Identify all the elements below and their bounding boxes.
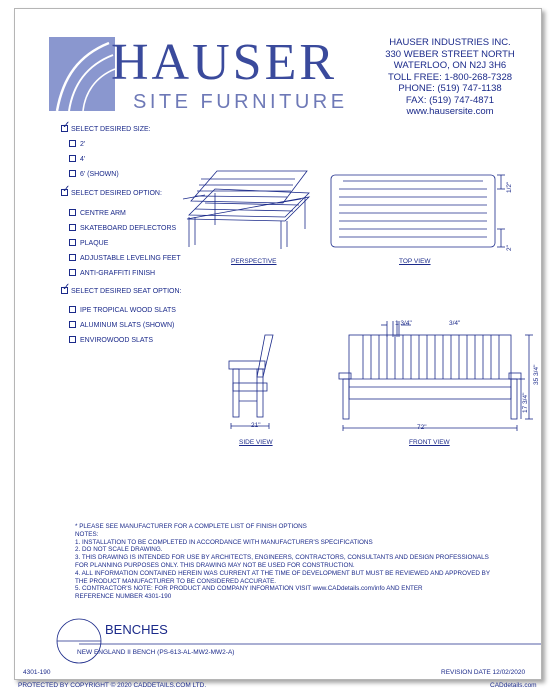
top-dim-two: 2" xyxy=(506,245,513,251)
seat-checkbox-aluminum[interactable] xyxy=(69,321,76,328)
size-heading: SELECT DESIRED SIZE: xyxy=(71,126,151,133)
logo-subtitle: SITE FURNITURE xyxy=(133,91,348,113)
note-line: 4. ALL INFORMATION CONTAINED HEREIN WAS CURRENT AT THE TIME OF DEVELOPMENT BUT MUST BE REVIEWED AND APPROVED BY xyxy=(75,569,491,577)
top-view-drawing xyxy=(329,169,519,255)
option-plaque: PLAQUE xyxy=(80,240,109,247)
size-option-2ft: 2' xyxy=(80,141,86,148)
front-view-drawing xyxy=(323,317,540,437)
note-line: 5. CONTRACTOR'S NOTE: FOR PRODUCT AND COMPANY INFORMATION VISIT www.CADdetails.com/info AND ENTER xyxy=(75,585,423,593)
option-checkbox-antigraffiti[interactable] xyxy=(69,269,76,276)
title-sub: NEW ENGLAND II BENCH (PS-613-AL-MW2-MW2-A) xyxy=(77,649,235,656)
option-leveling: ADJUSTABLE LEVELING FEET xyxy=(80,255,181,262)
seat-checkbox-envirowood[interactable] xyxy=(69,336,76,343)
note-line: 1. INSTALLATION TO BE COMPLETED IN ACCORDANCE WITH MANUFACTURER'S SPECIFICATIONS xyxy=(75,538,373,546)
note-line: 3. THIS DRAWING IS INTENDED FOR USE BY ARCHITECTS, ENGINEERS, CONTRACTORS, CONSULTANTS AND DESIGN PROFESSIONALS xyxy=(75,554,489,562)
checkmark-icon: ✓ xyxy=(62,184,71,195)
note-line: FOR PLANNING PURPOSES ONLY. THIS DRAWING MAY NOT BE USED FOR CONSTRUCTION. xyxy=(75,561,355,569)
logo-wordmark: HAUSER xyxy=(111,34,338,91)
side-dim-depth: 21" xyxy=(251,422,261,429)
footer-copyright: PROTECTED BY COPYRIGHT © 2020 CADDETAILS.COM LTD. xyxy=(18,682,207,689)
seat-option-aluminum: ALUMINUM SLATS (SHOWN) xyxy=(80,322,175,329)
checkmark-icon: ✓ xyxy=(62,120,71,131)
footer-revision: REVISION DATE 12/02/2020 xyxy=(441,669,526,676)
option-checkbox-plaque[interactable] xyxy=(69,239,76,246)
option-checkbox-skateboard[interactable] xyxy=(69,224,76,231)
seat-option-envirowood: ENVIROWOOD SLATS xyxy=(80,337,153,344)
company-street: 330 WEBER STREET NORTH xyxy=(385,48,515,60)
front-dim-seat: 17 3/4" xyxy=(522,392,529,413)
seat-checkbox-ipe[interactable] xyxy=(69,306,76,313)
footer-site[interactable]: CADdetails.com xyxy=(490,682,537,689)
size-option-6ft: 6' (SHOWN) xyxy=(80,171,119,178)
note-line: REFERENCE NUMBER 4301-190 xyxy=(75,593,172,601)
perspective-label: PERSPECTIVE xyxy=(231,258,277,265)
size-checkbox-2ft[interactable] xyxy=(69,140,76,147)
company-phone: PHONE: (519) 747-1138 xyxy=(398,83,502,94)
top-view-label: TOP VIEW xyxy=(399,258,431,265)
option-antigraffiti: ANTI-GRAFFITI FINISH xyxy=(80,270,156,277)
top-dim-half: 1/2" xyxy=(506,181,513,193)
size-option-4ft: 4' xyxy=(80,156,86,163)
logo-swoosh-icon xyxy=(49,37,115,111)
seat-heading: SELECT DESIRED SEAT OPTION: xyxy=(71,288,182,295)
front-dim-slat: 1 3/4" xyxy=(395,320,412,327)
notes-block xyxy=(75,523,490,601)
company-fax: FAX: (519) 747-4871 xyxy=(405,94,495,106)
size-checkbox-6ft[interactable] xyxy=(69,170,76,177)
company-tollfree: TOLL FREE: 1-800-268-7328 xyxy=(387,71,513,83)
seat-option-ipe: IPE TROPICAL WOOD SLATS xyxy=(80,307,176,314)
side-view-label: SIDE VIEW xyxy=(239,439,273,446)
side-view-drawing xyxy=(219,331,289,435)
option-checkbox-leveling[interactable] xyxy=(69,254,76,261)
note-line: NOTES: xyxy=(75,530,99,538)
front-dim-width: 72" xyxy=(417,424,427,431)
drawing-sheet xyxy=(14,8,542,680)
company-name: HAUSER INDUSTRIES INC. xyxy=(389,37,511,48)
checkmark-icon: ✓ xyxy=(62,282,71,293)
note-line: * PLEASE SEE MANUFACTURER FOR A COMPLETE LIST OF FINISH OPTIONS xyxy=(75,523,307,530)
option-centre-arm: CENTRE ARM xyxy=(80,210,126,217)
company-info xyxy=(365,37,535,118)
note-line: THE PRODUCT MANUFACTURER TO BE CONSIDERED ACCURATE. xyxy=(75,577,277,585)
front-dim-gap: 3/4" xyxy=(449,320,461,327)
company-city: WATERLOO, ON N2J 3H6 xyxy=(393,60,507,71)
front-view-label: FRONT VIEW xyxy=(409,439,450,446)
footer-ref: 4301-190 xyxy=(23,669,51,676)
title-main: BENCHES xyxy=(105,622,168,637)
size-checkbox-4ft[interactable] xyxy=(69,155,76,162)
company-website[interactable]: www.hausersite.com xyxy=(406,106,494,117)
front-dim-height: 35 3/4" xyxy=(533,364,540,385)
perspective-drawing xyxy=(181,159,321,251)
option-checkbox-centre-arm[interactable] xyxy=(69,209,76,216)
option-skateboard: SKATEBOARD DEFLECTORS xyxy=(80,225,177,232)
note-line: 2. DO NOT SCALE DRAWING. xyxy=(75,546,163,554)
option-heading: SELECT DESIRED OPTION: xyxy=(71,190,162,197)
